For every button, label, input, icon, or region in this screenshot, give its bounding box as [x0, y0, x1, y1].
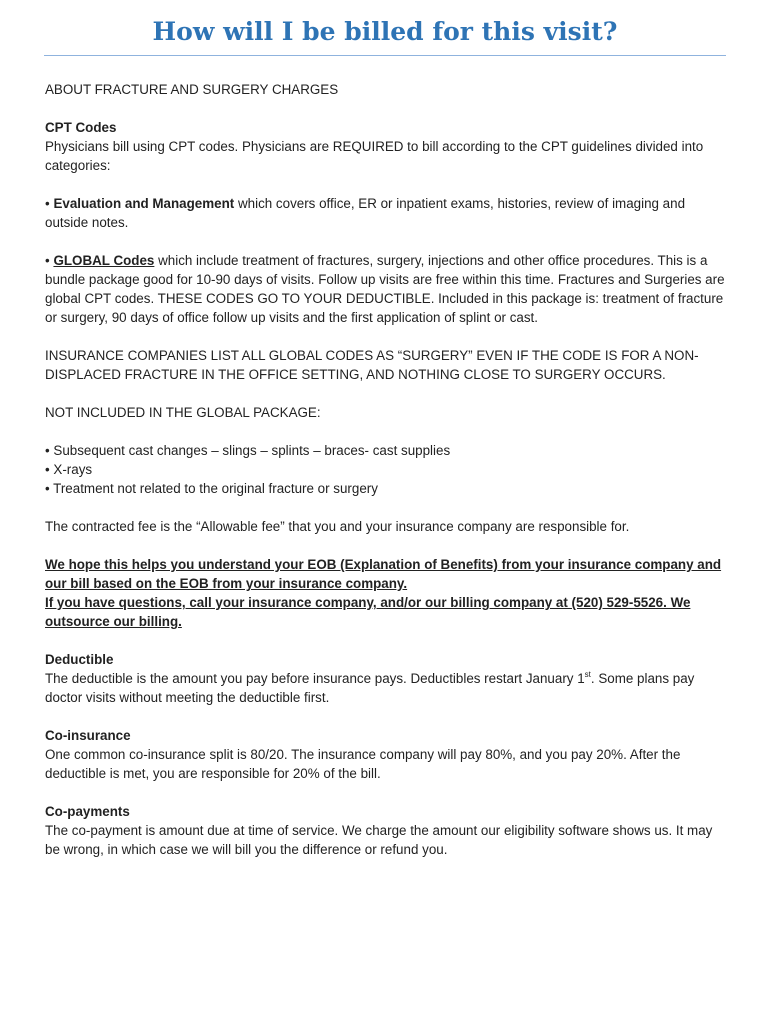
- ordinal-suffix: st: [584, 670, 591, 679]
- deductible-heading: Deductible: [45, 652, 114, 667]
- copayments-heading: Co-payments: [45, 804, 130, 819]
- em-text: which covers office, ER or inpatient exams, histories, review of imaging and outside notes.: [45, 196, 686, 230]
- bullet-marker: •: [45, 196, 50, 211]
- questions-note: If you have questions, call your insurance company, and/or our billing company at (520) 529-5526. We outsource our billing.: [45, 595, 691, 629]
- cpt-heading: CPT Codes: [45, 120, 117, 135]
- deductible-text-start: The deductible is the amount you pay before insurance pays. Deductibles restart January 1: [45, 671, 585, 686]
- list-item: • Treatment not related to the original fracture or surgery: [45, 481, 378, 496]
- deductible-text: [45, 669, 725, 707]
- global-label: GLOBAL Codes: [53, 253, 155, 268]
- bullet-marker: •: [45, 253, 50, 268]
- global-bullet-item: [45, 251, 725, 327]
- insurance-note: INSURANCE COMPANIES LIST ALL GLOBAL CODES AS “SURGERY” EVEN IF THE CODE IS FOR A NON-DISPLACED FRACTURE IN THE OFFICE SETTING, AND NOTHING CLOSE TO SURGERY OCCURS.: [45, 348, 699, 382]
- page-title: How will I be billed for this visit?: [152, 17, 618, 46]
- list-item: • X-rays: [45, 462, 93, 477]
- em-bullet-item: [45, 194, 725, 232]
- deductible-text-end: . Some plans pay doctor visits without meeting the deductible first.: [45, 671, 695, 705]
- section-heading: ABOUT FRACTURE AND SURGERY CHARGES: [45, 82, 339, 97]
- cpt-intro: Physicians bill using CPT codes. Physicians are REQUIRED to bill according to the CPT guidelines divided into categories:: [45, 139, 704, 173]
- document-body: [45, 80, 725, 859]
- copayments-text: The co-payment is amount due at time of service. We charge the amount our eligibility software shows us. It may be wrong, in which case we will bill you the difference or refund you.: [45, 823, 713, 857]
- global-text: which include treatment of fractures, surgery, injections and other office procedures. This is a bundle package good for 10-90 days of visits. Follow up visits are free within this time. Fractures and Surgeries are global CPT codes. THESE CODES GO TO YOUR DEDUCTIBLE. Included in this package is: treatment of fracture or surgery, 90 days of office follow up visits and the first application of splint or cast.: [45, 253, 725, 325]
- not-included-heading: NOT INCLUDED IN THE GLOBAL PACKAGE:: [45, 405, 321, 420]
- list-item: • Subsequent cast changes – slings – splints – braces- cast supplies: [45, 443, 451, 458]
- contracted-fee-note: The contracted fee is the “Allowable fee” that you and your insurance company are responsible for.: [45, 519, 630, 534]
- coinsurance-text: One common co-insurance split is 80/20. The insurance company will pay 80%, and you pay 20%. After the deductible is met, you are responsible for 20% of the bill.: [45, 747, 681, 781]
- em-label: Evaluation and Management: [53, 196, 235, 211]
- title-divider: [44, 55, 726, 56]
- eob-note: We hope this helps you understand your EOB (Explanation of Benefits) from your insurance company and our bill based on the EOB from your insurance company.: [45, 557, 722, 591]
- coinsurance-heading: Co-insurance: [45, 728, 131, 743]
